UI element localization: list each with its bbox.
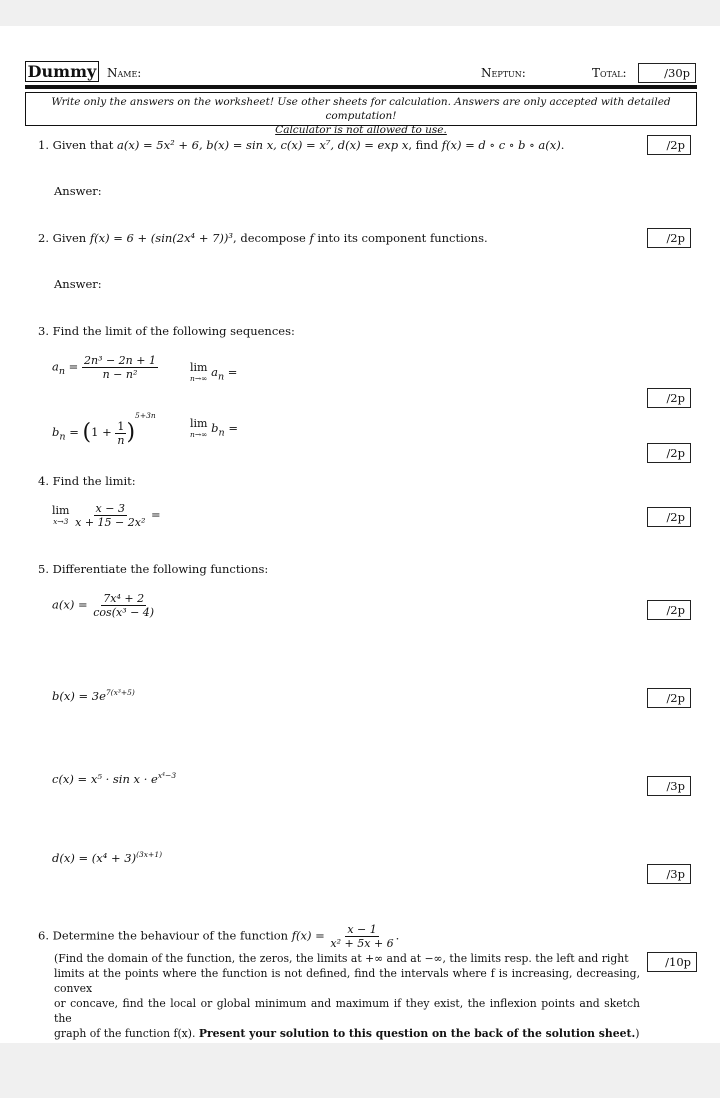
q3b-open-paren: (: [82, 420, 92, 445]
q3-number: 3.: [38, 324, 49, 338]
q5c-points: /3p: [666, 779, 685, 793]
q5d-points-box: [647, 864, 691, 884]
q6-text: Determine the behaviour of the function: [52, 928, 292, 943]
q5b-expr: b(x) = 3e: [52, 688, 106, 703]
q6-points-box: [647, 952, 697, 972]
name-label: Name:: [107, 66, 142, 80]
q4-limit: lim x→3 $\frac{x - 3}{\text{x + 15 − 2x²}}$ =: [52, 502, 161, 529]
q1-number: 1.: [38, 138, 49, 152]
q3b-lhs: b: [52, 425, 60, 439]
q6-number: 6.: [38, 928, 49, 943]
question-1: [38, 138, 638, 152]
q5b-points-box: [647, 688, 691, 708]
q4-lim: lim: [52, 503, 70, 517]
q5a-fraction: [91, 592, 156, 619]
q6-desc-4c: ): [635, 1027, 640, 1040]
q3a-points: /2p: [666, 391, 685, 405]
q2-text-c: into its component functions.: [313, 231, 488, 245]
q1-text-c: .: [560, 138, 565, 152]
q6-description: [54, 951, 640, 1041]
q2-points: /2p: [666, 231, 685, 245]
q2-text-b: , decompose: [233, 231, 310, 245]
total-label: Total:: [592, 66, 627, 80]
total-points-box: [638, 63, 696, 83]
q5-function-a: [52, 592, 156, 619]
q5d-expr: d(x) = (x⁴ + 3): [52, 850, 137, 865]
q5a-numerator: 7x⁴ + 2: [103, 592, 145, 605]
q5c-expr: c(x) = x⁵ · sin x · e: [52, 771, 158, 786]
q6-func-lhs: f(x) =: [291, 928, 325, 943]
q5a-points: /2p: [666, 603, 685, 617]
q1-definitions: a(x) = 5x² + 6, b(x) = sin x, c(x) = x⁷, d(x) = exp x: [117, 138, 409, 152]
q6-fraction: [328, 923, 395, 950]
q4-number: 4.: [38, 474, 49, 488]
neptun-label: Neptun:: [481, 66, 526, 80]
q3a-numerator: 2n³ − 2n + 1: [83, 354, 156, 367]
q5-function-b: [52, 686, 135, 703]
q2-answer-label: Answer:: [54, 277, 102, 291]
q1-answer-label: Answer:: [54, 184, 102, 198]
q6-desc-line-1: (Find the domain of the function, the zeros, the limits at +∞ and at −∞, the limits resp. the left and right: [54, 952, 629, 965]
q5b-exponent: 7(x³+5): [105, 688, 135, 697]
q5-function-c: [52, 769, 176, 786]
q3b-lim-rhs: b: [211, 421, 219, 435]
q4-points-box: [647, 507, 691, 527]
q6-desc-4a: graph of the function f(x).: [54, 1027, 199, 1040]
q1-target: f(x) = d ∘ c ∘ b ∘ a(x): [441, 138, 561, 152]
q4-numerator: x − 3: [95, 502, 125, 515]
q6-desc-line-4: [54, 1026, 640, 1041]
q6-points: /10p: [665, 955, 691, 969]
q5c-exponent: x⁴−3: [157, 771, 177, 780]
q5a-points-box: [647, 600, 691, 620]
q4-lim-op: [52, 505, 69, 527]
q1-text-b: , find: [408, 138, 442, 152]
q5d-points: /3p: [666, 867, 685, 881]
q4-denominator: x + 15 − 2x²: [75, 516, 146, 529]
question-6: [38, 923, 638, 950]
q3a-lim-rhs: a: [211, 365, 218, 379]
q3a-lim: lim: [190, 361, 208, 374]
q5b-points: /2p: [666, 691, 685, 705]
q3a-lhs: a: [52, 359, 59, 374]
q3b-lim: lim: [190, 417, 208, 430]
q4-points: /2p: [666, 510, 685, 524]
question-2: [38, 231, 638, 245]
q4-fraction: [73, 502, 147, 529]
q3b-close-paren: ): [126, 420, 136, 445]
q5a-lhs: a(x) =: [52, 597, 88, 612]
q6-numerator: x − 1: [347, 923, 377, 936]
q5d-exponent: (3x+1): [136, 850, 163, 859]
q1-points-box: [647, 135, 691, 155]
q2-text: Given: [52, 231, 90, 245]
q4-lim-sub: x→3: [53, 516, 69, 526]
q6-desc-line-3: or concave, find the local or global minimum and maximum if they exist, the inflexion points and sketch the: [54, 997, 640, 1025]
q1-points: /2p: [666, 138, 685, 152]
q3b-fraction: $\frac{1}{n}$: [117, 419, 125, 447]
instructions-box: [25, 92, 697, 136]
q3a-fraction: [82, 354, 158, 381]
q2-number: 2.: [38, 231, 49, 245]
q3b-points: /2p: [666, 446, 685, 460]
total-points: /30p: [664, 66, 690, 80]
title-box: [25, 61, 99, 82]
q1-text: Given that: [52, 138, 118, 152]
q3b-lim-op: [190, 418, 207, 440]
q3a-denominator: n − n²: [102, 368, 138, 381]
q3a-lim-sub: n→∞: [190, 374, 208, 383]
q2-function: f(x) = 6 + (sin(2x⁴ + 7))³: [89, 231, 234, 245]
q3-limit-a: lim n→∞ $a_n$ =: [190, 361, 238, 383]
q6-text-b: .: [395, 928, 400, 943]
q6-desc-bold: Present your solution to this question on the back of the solution sheet.: [198, 1027, 636, 1040]
question-3: [38, 324, 295, 338]
q5-function-d: [52, 848, 162, 865]
q2-var: f: [309, 231, 314, 245]
q3b-points-box: [647, 443, 691, 463]
q6-denominator: x² + 5x + 6: [330, 937, 394, 950]
q3-limit-b: lim n→∞ $b_n$ =: [190, 417, 238, 439]
q3-sequence-a: $a_n$ = $\frac{\text{2n³ − 2n + 1}}{\text{n − n²}}$: [52, 354, 156, 381]
q5-text: Differentiate the following functions:: [52, 562, 269, 576]
sheet-title: Dummy: [27, 62, 97, 81]
q2-points-box: [647, 228, 691, 248]
q5c-points-box: [647, 776, 691, 796]
instructions-line-1: Write only the answers on the worksheet! Use other sheets for calculation. Answers are only accepted with detailed computation!: [51, 96, 671, 122]
q3a-points-box: [647, 388, 691, 408]
q6-desc-line-2: limits at the points where the function is not defined, find the intervals where f is increasing, decreasing, convex: [54, 967, 640, 995]
question-5: [38, 562, 268, 576]
q3b-exponent: 5+3n: [135, 411, 156, 420]
q3-text: Find the limit of the following sequences:: [52, 324, 295, 338]
header-rule-thick: [25, 85, 697, 89]
q4-text: Find the limit:: [52, 474, 136, 488]
q3b-lim-sub: n→∞: [190, 430, 208, 439]
instructions-line-2: Calculator is not allowed to use.: [275, 124, 447, 136]
q5a-denominator: cos(x³ − 4): [93, 606, 155, 619]
q3a-lim-op: [190, 362, 207, 384]
q5-number: 5.: [38, 562, 49, 576]
worksheet-page: [0, 26, 720, 1043]
question-4: [38, 474, 136, 488]
q3-sequence-b: $b_n = (1$ + $\frac{1}{n}$ )$^{5+3n}$: [52, 411, 156, 447]
